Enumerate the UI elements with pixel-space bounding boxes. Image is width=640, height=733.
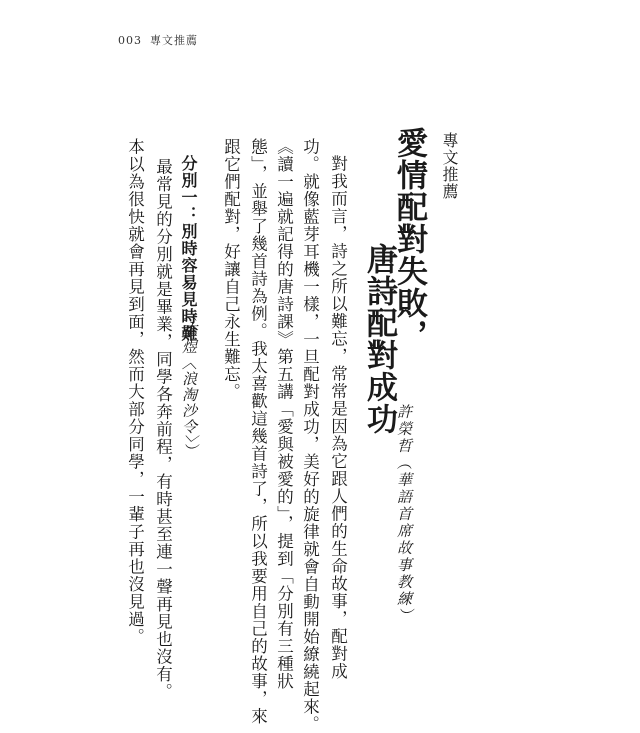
article-title-line-2: 唐詩配對成功 [361,243,397,435]
body-line: 本以為很快就會再見到面，然而大部分同學，一輩子再也沒見過。 [125,138,145,646]
body-line: 跟它們配對，好讓自己永生難忘。 [221,138,241,401]
body-line: 功。就像藍芽耳機一樣，一旦配對成功，美好的旋律就會自動開始繚繞起來。 [300,138,320,733]
body-line: 《讀一遍就記得的唐詩課》第五講「愛與被愛的」，提到「分別有三種狀 [274,138,294,690]
article-title-line-1: 愛情配對失敗， [391,127,427,351]
page-number: 003 [118,34,142,47]
author-byline: 許榮哲（華語首席故事教練） [395,404,413,625]
section-label: 專文推薦 [440,132,459,200]
subheading-citation: （李煜〈浪淘沙令〉） [180,307,198,460]
running-head-section: 專文推薦 [150,34,198,47]
subheading: 分別一：別時容易見時難 [179,155,198,342]
body-line: 對我而言，詩之所以難忘，常常是因為它跟人們的生命故事，配對成 [328,155,348,680]
body-line: 態」，並舉了幾首詩為例。我太喜歡這幾首詩了，所以我要用自己的故事，來 [248,138,268,725]
running-head [118,32,198,48]
body-line: 最常見的分別就是畢業，同學各奔前程，有時甚至連一聲再見也沒有。 [153,158,173,701]
